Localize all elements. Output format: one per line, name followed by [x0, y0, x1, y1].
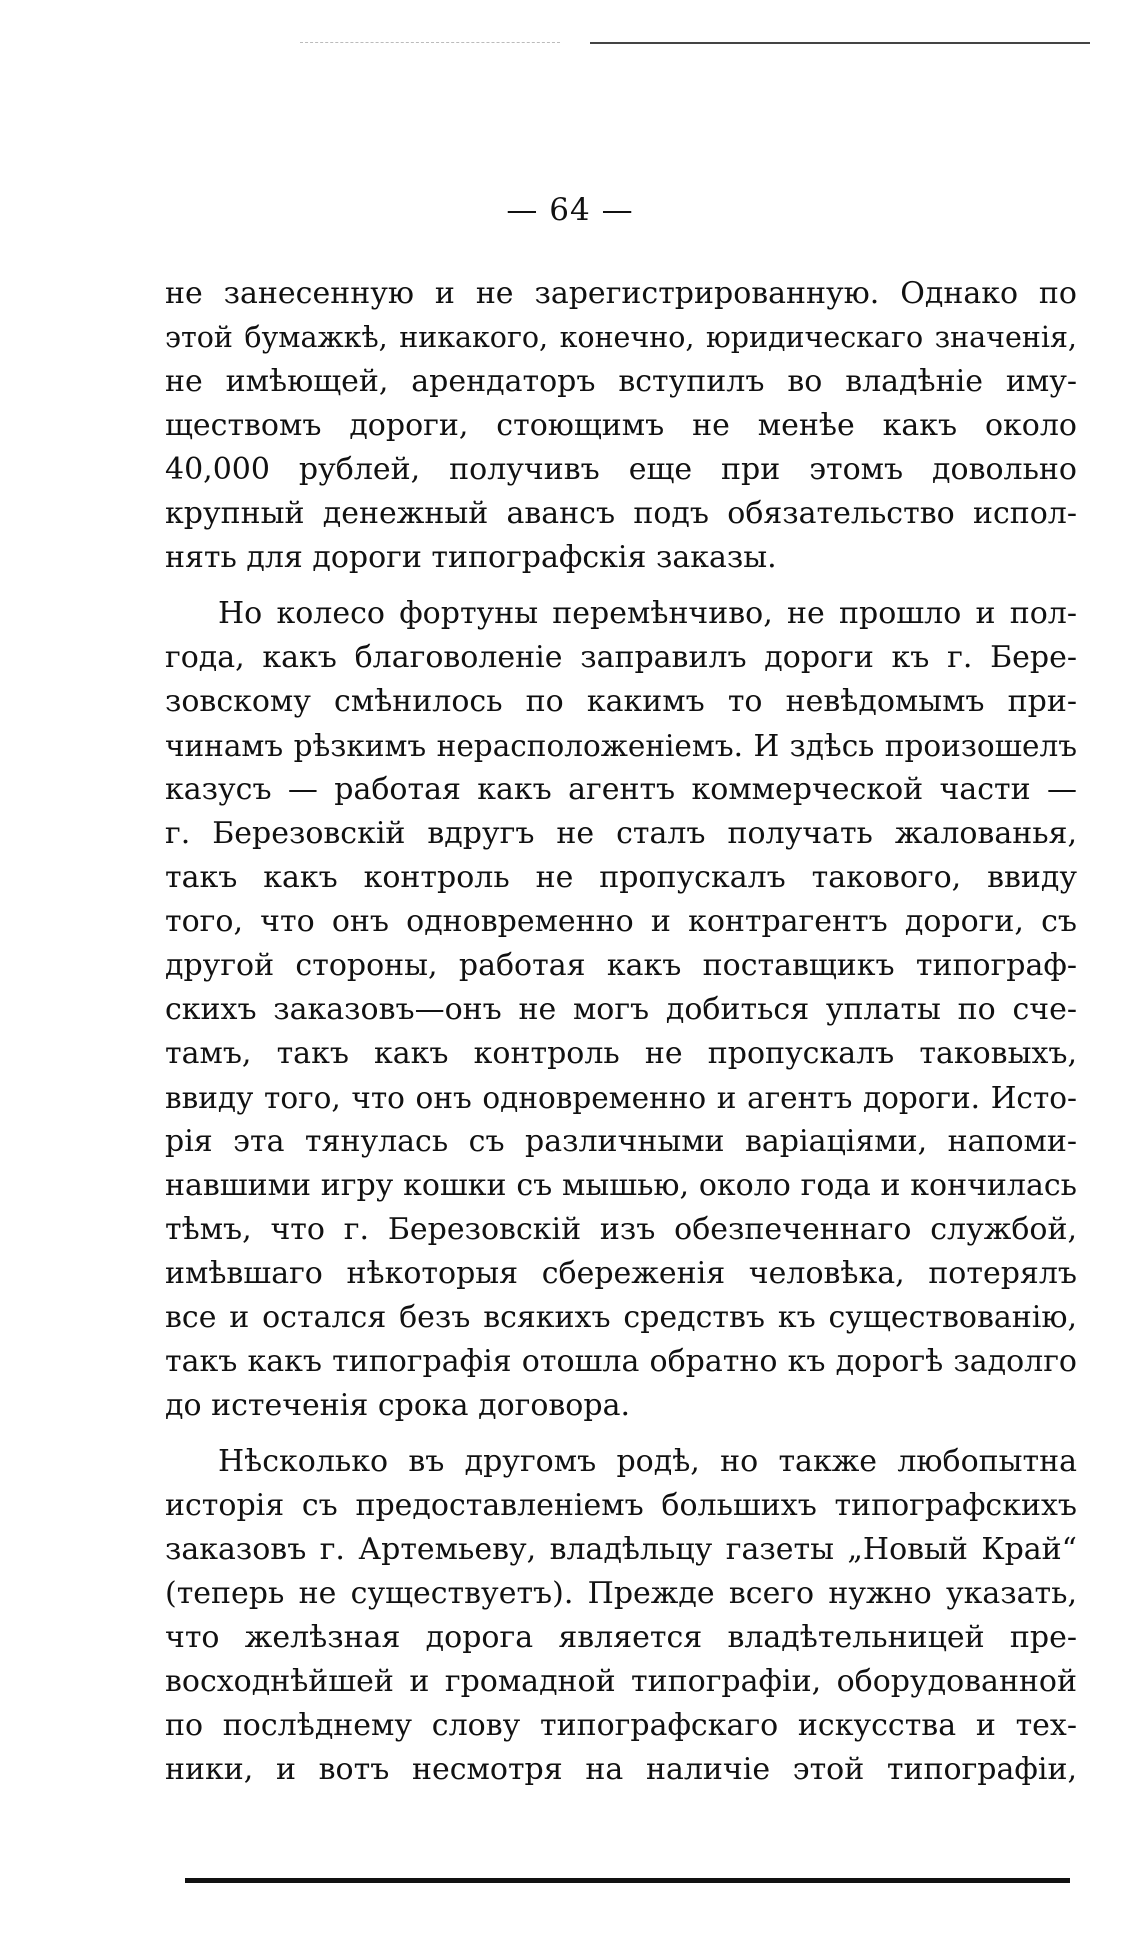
text-line: скихъ заказовъ—онъ не могъ добиться уплаты по сче- — [165, 992, 1077, 1027]
text-line: такъ какъ контроль не пропускалъ такового, ввиду — [165, 860, 1077, 895]
text-line: что желѣзная дорога является владѣтельницей пре- — [165, 1620, 1077, 1655]
text-line: казусъ — работая какъ агентъ коммерческой части — — [165, 772, 1077, 807]
text-line: другой стороны, работая какъ поставщикъ типограф- — [165, 948, 1077, 983]
text-line: нять для дороги типографскія заказы. — [165, 540, 777, 575]
text-line: ществомъ дороги, стоющимъ не менѣе какъ около — [165, 408, 1077, 443]
text-line: чинамъ рѣзкимъ нерасположеніемъ. И здѣсь произошелъ — [165, 729, 1077, 763]
text-line: того, что онъ одновременно и контрагентъ дороги, съ — [165, 904, 1077, 939]
text-line: крупный денежный авансъ подъ обязательство испол- — [165, 496, 1077, 531]
text-line: (теперь не существуетъ). Прежде всего нужно указать, — [165, 1576, 1077, 1611]
page-number: — 64 — — [506, 192, 634, 228]
text-line: тѣмъ, что г. Березовскій изъ обезпеченнаго службой, — [165, 1212, 1077, 1247]
text-line: года, какъ благоволеніе заправилъ дороги къ г. Бере- — [165, 640, 1077, 675]
text-line: имѣвшаго нѣкоторыя сбереженія человѣка, потерялъ — [165, 1256, 1077, 1291]
paragraph-3 — [165, 1440, 1077, 1792]
text-line: по послѣднему слову типографскаго искусства и тех- — [165, 1708, 1077, 1743]
top-edge-rule — [590, 42, 1090, 44]
text-line: ввиду того, что онъ одновременно и агентъ дороги. Исто- — [165, 1081, 1077, 1115]
text-line: этой бумажкѣ, никакого, конечно, юридическаго значенія, — [165, 321, 1077, 354]
text-line: заказовъ г. Артемьеву, владѣльцу газеты „Новый Край“ — [165, 1532, 1077, 1567]
text-line: до истеченія срока договора. — [165, 1388, 630, 1423]
text-line: не занесенную и не зарегистрированную. Однако по — [165, 276, 1077, 311]
text-line: 40,000 рублей, получивъ еще при этомъ довольно — [165, 452, 1077, 487]
paragraph-1 — [165, 272, 1077, 580]
text-line: такъ какъ типографія отошла обратно къ дорогѣ задолго — [165, 1344, 1077, 1379]
text-line: Нѣсколько въ другомъ родѣ, но также любопытна — [218, 1444, 1077, 1479]
text-line: восходнѣйшей и громадной типографіи, оборудованной — [165, 1664, 1077, 1699]
paragraph-2 — [165, 592, 1077, 1428]
text-line: ники, и вотъ несмотря на наличіе этой типографіи, — [165, 1752, 1077, 1787]
text-line: не имѣющей, арендаторъ вступилъ во владѣніе иму- — [165, 364, 1077, 399]
text-line: зовскому смѣнилось по какимъ то невѣдомымъ при- — [165, 684, 1077, 719]
text-line: все и остался безъ всякихъ средствъ къ существованію, — [165, 1300, 1077, 1335]
bottom-rule — [185, 1878, 1070, 1883]
text-line: Но колесо фортуны перемѣнчиво, не прошло и пол- — [218, 596, 1077, 631]
text-line: рія эта тянулась съ различными варіаціями, напоми- — [165, 1124, 1077, 1159]
text-line: навшими игру кошки съ мышью, около года и кончилась — [165, 1168, 1077, 1203]
text-line: исторія съ предоставленіемъ большихъ типографскихъ — [165, 1488, 1077, 1523]
top-edge-faint-rule — [300, 42, 560, 44]
body-text — [165, 272, 1077, 1792]
text-line: г. Березовскій вдругъ не сталъ получать жалованья, — [165, 816, 1077, 851]
text-line: тамъ, такъ какъ контроль не пропускалъ таковыхъ, — [165, 1036, 1077, 1071]
